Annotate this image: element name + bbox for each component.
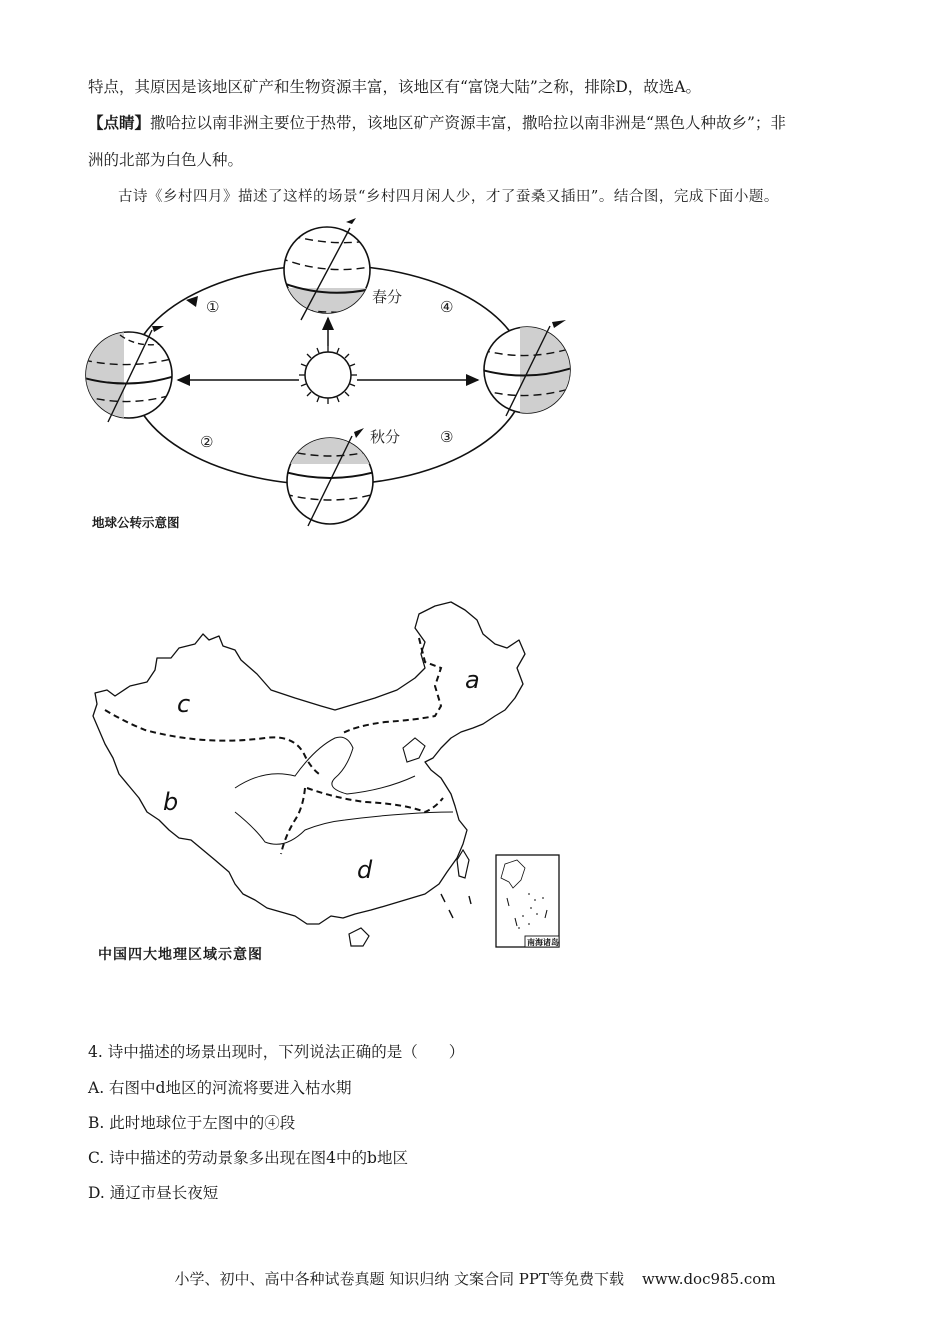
question-intro: 古诗《乡村四月》描述了这样的场景“乡村四月闲人少，才了蚕桑又插田”。结合图，完成下面小题。: [118, 189, 779, 205]
question-stem: 4. 诗中描述的场景出现时，下列说法正确的是（ ）: [88, 1043, 465, 1061]
earth-right: [482, 320, 575, 416]
hainan-island: [349, 928, 369, 946]
segment-3-label: ③: [440, 428, 454, 446]
footer-link[interactable]: www.doc985.com: [641, 1270, 776, 1288]
figure2-caption: 中国四大地理区域示意图: [98, 947, 263, 963]
south-china-sea-inset: [496, 855, 559, 947]
earth-bottom: [285, 428, 380, 526]
earth-left: [84, 326, 175, 422]
tip-line: [88, 111, 786, 133]
option-b: B. 此时地球位于左图中的④段: [88, 1114, 296, 1132]
region-b-label: b: [163, 788, 179, 816]
region-c-label: c: [177, 690, 191, 718]
tip-text: 撒哈拉以南非洲主要位于热带，该地区矿产资源丰富，撒哈拉以南非洲是“黑色人种故乡”；非: [150, 114, 786, 132]
autumn-equinox-label: 秋分: [370, 428, 401, 446]
earth-top: [280, 218, 380, 328]
option-d: D. 通辽市昼长夜短: [88, 1184, 219, 1202]
figure1-caption: 地球公转示意图: [92, 515, 180, 530]
inset-label: 南海诸岛: [527, 938, 559, 947]
segment-4-label: ④: [440, 298, 454, 316]
region-a-label: a: [465, 666, 480, 694]
spring-equinox-label: 春分: [372, 288, 403, 306]
answer-text-line-1: 特点，其原因是该地区矿产和生物资源丰富，该地区有“富饶大陆”之称，排除D，故选A。: [88, 78, 701, 96]
tip-text-line-2: 洲的北部为白色人种。: [88, 151, 244, 169]
option-c: C. 诗中描述的劳动景象多出现在图4中的b地区: [88, 1149, 408, 1167]
china-regions-map: [85, 598, 565, 958]
region-d-label: d: [357, 856, 373, 884]
option-a: A. 右图中d地区的河流将要进入枯水期: [88, 1079, 352, 1097]
page-footer: [0, 1268, 950, 1289]
earth-orbit-diagram: [80, 210, 600, 540]
segment-1-label: ①: [206, 298, 220, 316]
footer-text: 小学、初中、高中各种试卷真题 知识归纳 文案合同 PPT等免费下载: [174, 1270, 624, 1288]
sun-icon: [299, 346, 357, 404]
segment-2-label: ②: [200, 433, 214, 451]
tip-label: 【点睛】: [88, 113, 151, 132]
